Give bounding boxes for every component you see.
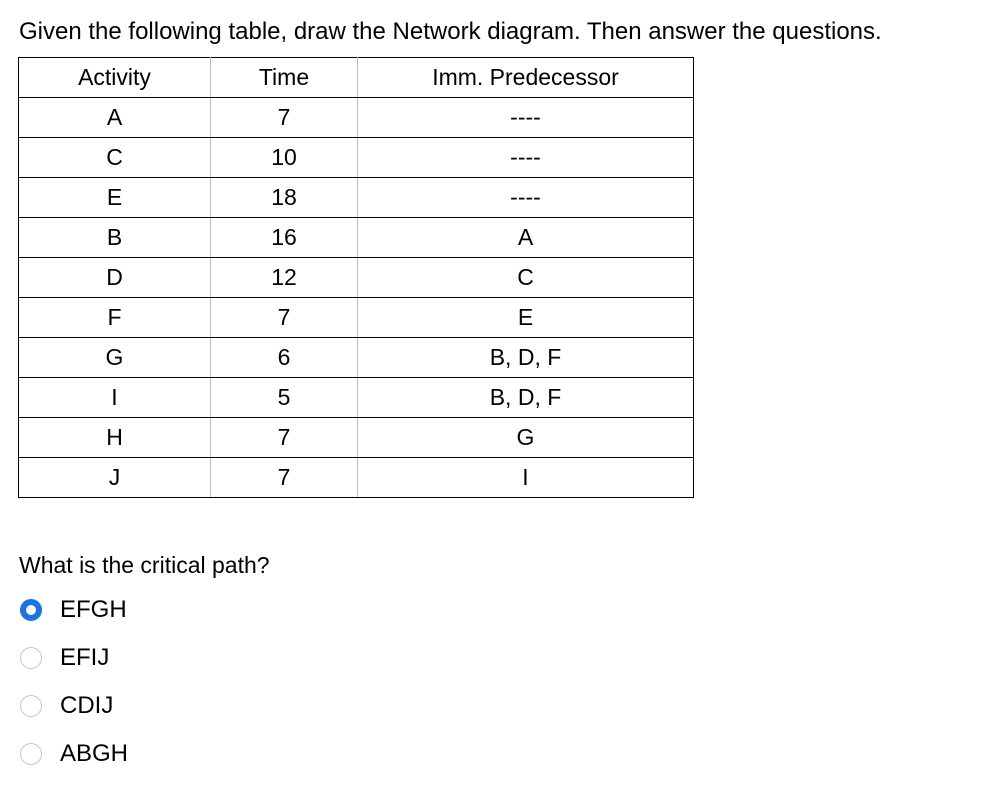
table-row xyxy=(19,138,694,178)
cell-activity: H xyxy=(19,418,211,458)
answer-options xyxy=(20,586,128,778)
cell-time: 16 xyxy=(211,218,358,258)
cell-time: 7 xyxy=(211,418,358,458)
table-row xyxy=(19,418,694,458)
table-row xyxy=(19,98,694,138)
answer-option-3[interactable] xyxy=(20,682,128,730)
cell-predecessor: C xyxy=(358,258,694,298)
header-activity: Activity xyxy=(19,58,211,98)
cell-predecessor: ---- xyxy=(358,98,694,138)
table-header-row xyxy=(19,58,694,98)
option-label: EFIJ xyxy=(60,644,110,671)
cell-activity: B xyxy=(19,218,211,258)
answer-option-2[interactable] xyxy=(20,634,128,682)
option-label: EFGH xyxy=(60,596,127,623)
radio-button[interactable] xyxy=(20,743,42,765)
cell-predecessor: B, D, F xyxy=(358,338,694,378)
table-row xyxy=(19,218,694,258)
table-row xyxy=(19,178,694,218)
cell-predecessor: I xyxy=(358,458,694,498)
cell-activity: E xyxy=(19,178,211,218)
cell-predecessor: ---- xyxy=(358,178,694,218)
header-predecessor: Imm. Predecessor xyxy=(358,58,694,98)
cell-time: 18 xyxy=(211,178,358,218)
cell-time: 12 xyxy=(211,258,358,298)
cell-activity: D xyxy=(19,258,211,298)
cell-activity: G xyxy=(19,338,211,378)
cell-activity: C xyxy=(19,138,211,178)
cell-time: 7 xyxy=(211,298,358,338)
cell-time: 5 xyxy=(211,378,358,418)
answer-option-4[interactable] xyxy=(20,730,128,778)
table-row xyxy=(19,258,694,298)
header-time: Time xyxy=(211,58,358,98)
table-row xyxy=(19,298,694,338)
cell-time: 6 xyxy=(211,338,358,378)
radio-button[interactable] xyxy=(20,647,42,669)
cell-activity: I xyxy=(19,378,211,418)
cell-predecessor: A xyxy=(358,218,694,258)
table-row xyxy=(19,338,694,378)
cell-predecessor: ---- xyxy=(358,138,694,178)
question-text: What is the critical path? xyxy=(19,552,270,578)
radio-button[interactable] xyxy=(20,695,42,717)
option-label: CDIJ xyxy=(60,692,114,719)
cell-predecessor: B, D, F xyxy=(358,378,694,418)
cell-time: 7 xyxy=(211,458,358,498)
cell-time: 10 xyxy=(211,138,358,178)
table-row xyxy=(19,378,694,418)
cell-predecessor: E xyxy=(358,298,694,338)
answer-option-1[interactable] xyxy=(20,586,128,634)
cell-activity: F xyxy=(19,298,211,338)
cell-time: 7 xyxy=(211,98,358,138)
activity-table xyxy=(18,57,694,498)
cell-activity: J xyxy=(19,458,211,498)
cell-predecessor: G xyxy=(358,418,694,458)
option-label: ABGH xyxy=(60,740,129,767)
radio-button[interactable] xyxy=(20,599,42,621)
question-prompt: Given the following table, draw the Network diagram. Then answer the questions. xyxy=(19,18,882,45)
table-row xyxy=(19,458,694,498)
cell-activity: A xyxy=(19,98,211,138)
